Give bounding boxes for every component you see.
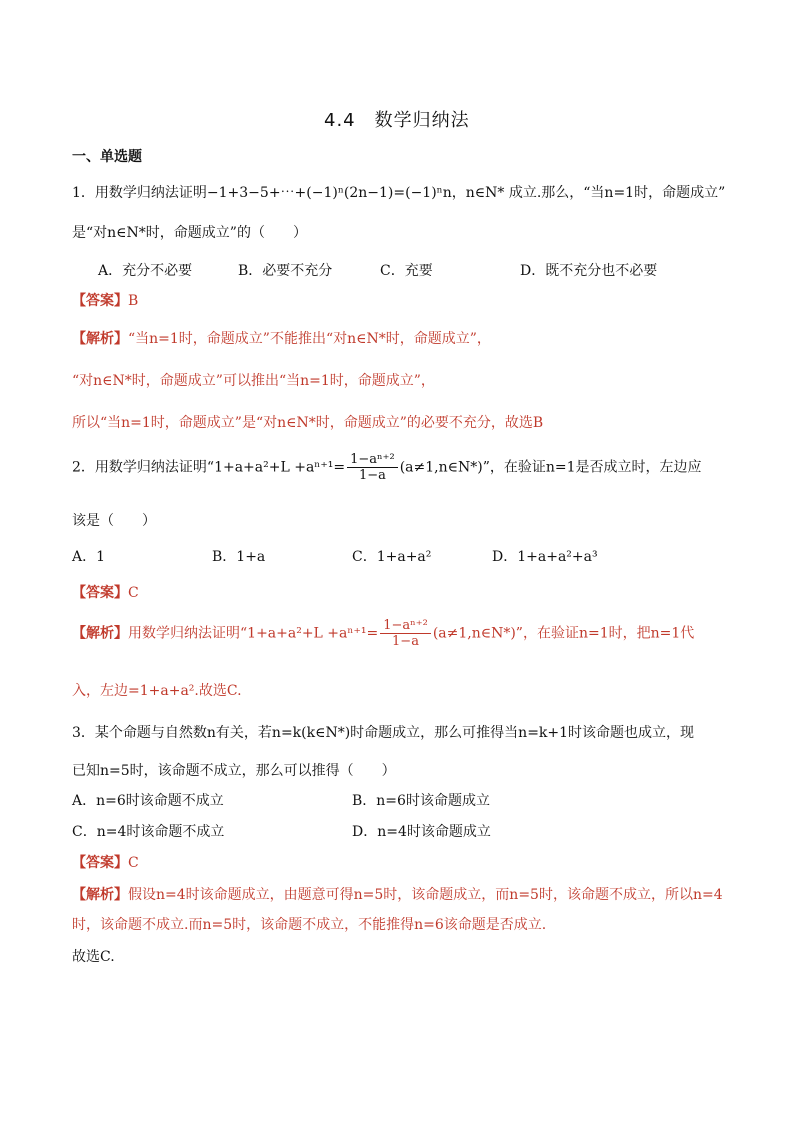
q2-analysis-line-2: 入，左边=1+a+a².故选C. [72, 683, 242, 699]
q3-option-a: A．n=6时该命题不成立 [72, 793, 224, 809]
q2-option-c: C．1+a+a² [352, 549, 432, 565]
q1-option-a: A．充分不必要 [98, 263, 193, 279]
q3-option-c: C．n=4时该命题不成立 [72, 824, 225, 840]
answer-tag: 【答案】 [72, 585, 128, 601]
q2-analysis-post: (a≠1,n∈N*)”，在验证n=1时，把n=1代 [432, 625, 695, 642]
q2-fraction-numerator: 1−aⁿ⁺² [347, 452, 398, 468]
q3-option-d: D．n=4时该命题成立 [352, 824, 491, 840]
q2-analysis-line-1 [72, 618, 694, 649]
analysis-tag: 【解析】 [72, 887, 128, 903]
question-3-line-2: 已知n=5时，该命题不成立，那么可以推得（ ） [72, 763, 396, 779]
section-heading: 一、单选题 [72, 149, 142, 165]
analysis-tag: 【解析】 [72, 625, 128, 642]
q2-analysis-pre: 用数学归纳法证明“1+a+a²+L +aⁿ⁺¹= [128, 625, 379, 642]
q2-option-a: A．1 [72, 549, 106, 565]
q2-analysis-fraction-denominator: 1−a [392, 634, 419, 649]
question-3-line-1: 3．某个命题与自然数n有关，若n=k(k∈N*)时命题成立，那么可推得当n=k+1时该命题也成立，现 [72, 725, 695, 741]
q2-option-b: B．1+a [212, 549, 266, 565]
page-title: 4.4 数学归纳法 [324, 110, 470, 131]
q1-option-b: B．必要不充分 [238, 263, 333, 279]
q3-answer [72, 852, 139, 872]
q1-analysis-line-1 [72, 328, 491, 348]
q1-analysis-line-3: 所以“当n=1时，命题成立”是“对n∈N*时，命题成立”的必要不充分，故选B [72, 415, 544, 431]
q1-analysis-line-2: “对n∈N*时，命题成立”可以推出“当n=1时，命题成立”， [72, 373, 435, 389]
answer-tag: 【答案】 [72, 293, 128, 309]
q3-option-b: B．n=6时该命题成立 [352, 793, 490, 809]
q1-answer [72, 290, 138, 310]
question-1-line-1: 1．用数学归纳法证明−1+3−5+⋯+(−1)ⁿ(2n−1)=(−1)ⁿn，n∈N* 成立.那么，“当n=1时，命题成立” [72, 185, 726, 201]
q3-conclusion: 故选C. [72, 949, 115, 965]
answer-tag: 【答案】 [72, 855, 128, 871]
q3-answer-value: C [128, 855, 139, 871]
q3-analysis-line-1 [72, 884, 723, 904]
q2-stem-pre: 2．用数学归纳法证明“1+a+a²+L +aⁿ⁺¹= [72, 459, 346, 476]
question-1-line-2: 是“对n∈N*时，命题成立”的（ ） [72, 225, 307, 241]
question-2-line-2: 该是（ ） [72, 513, 156, 529]
q2-answer-value: C [128, 585, 139, 601]
analysis-tag: 【解析】 [72, 331, 128, 347]
q2-fraction [347, 452, 398, 483]
q2-analysis-fraction-numerator: 1−aⁿ⁺² [380, 618, 431, 634]
q1-option-d: D．既不充分也不必要 [520, 263, 658, 279]
q2-answer [72, 582, 139, 602]
q3-analysis-line-2: 时，该命题不成立.而n=5时，该命题不成立，不能推得n=6该命题是否成立. [72, 917, 547, 933]
q3-analysis-text-1: 假设n=4时该命题成立，由题意可得n=5时，该命题成立，而n=5时，该命题不成立，所以n=4 [128, 887, 723, 903]
q2-analysis-fraction [380, 618, 431, 649]
q1-option-c: C．充要 [380, 263, 433, 279]
question-2-line-1 [72, 452, 702, 483]
q2-fraction-denominator: 1−a [358, 468, 386, 483]
q2-stem-post: (a≠1,n∈N*)”，在验证n=1是否成立时，左边应 [399, 459, 702, 476]
q1-answer-value: B [128, 293, 139, 309]
q2-option-d: D．1+a+a²+a³ [492, 549, 598, 565]
q1-analysis-text-1: “当n=1时，命题成立”不能推出“对n∈N*时，命题成立”， [128, 331, 491, 347]
